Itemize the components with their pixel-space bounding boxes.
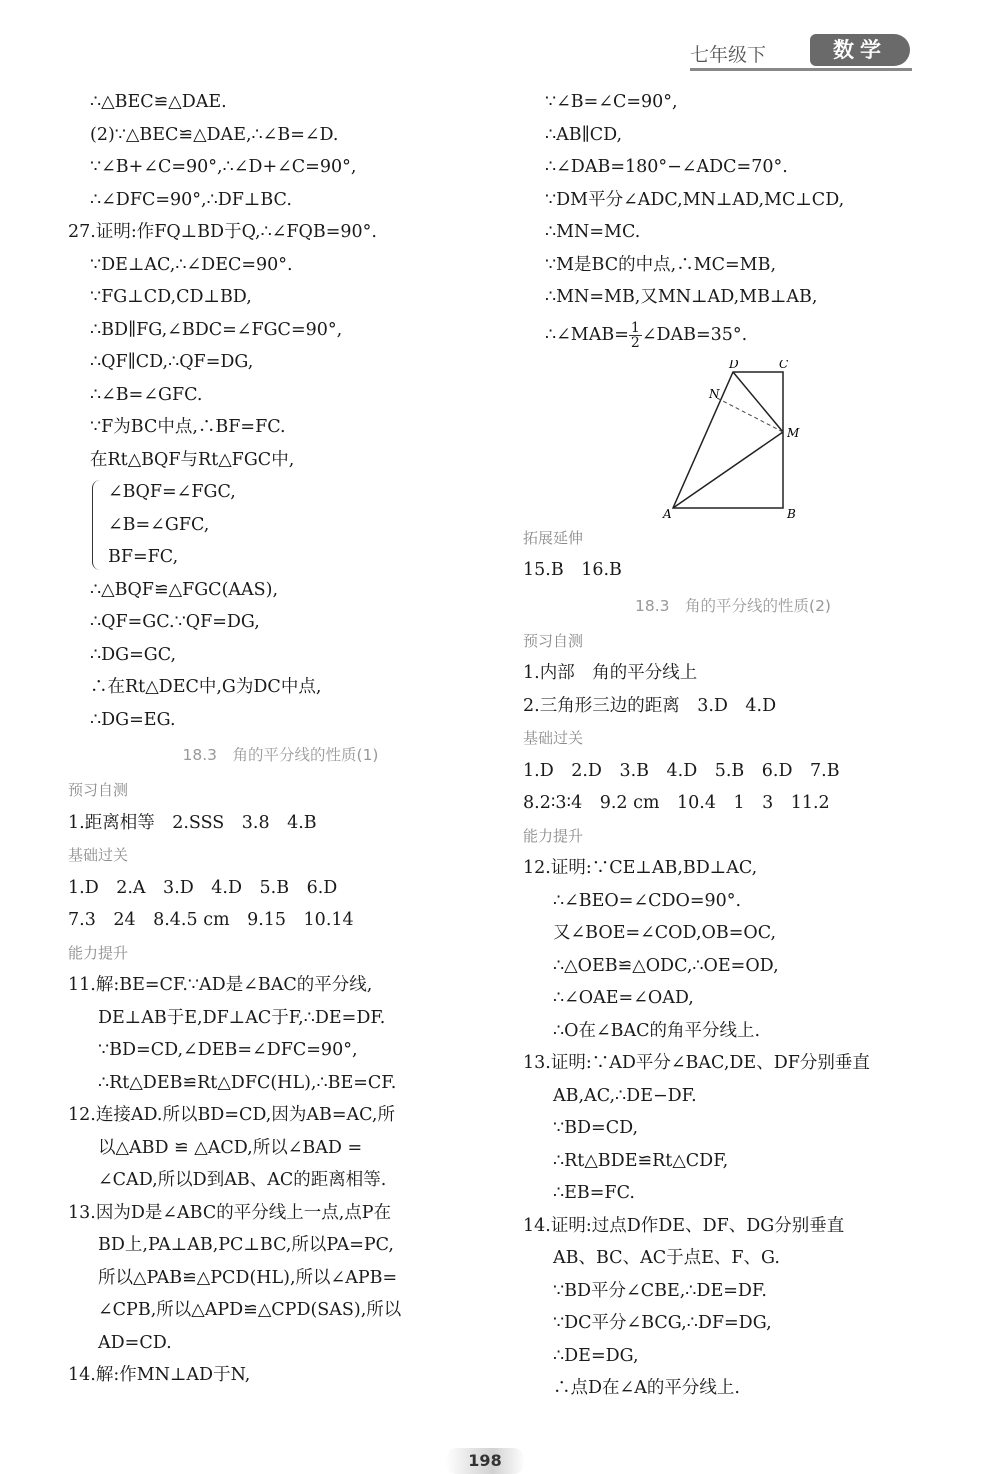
answer-line: 1.D 2.D 3.B 4.D 5.B 6.D 7.B — [523, 760, 840, 781]
answer-line: 以△ABD ≌ △ACD,所以∠BAD = — [98, 1137, 363, 1158]
fraction-numerator: 1 — [630, 319, 640, 336]
brace-group — [68, 476, 493, 574]
answer-line: 2.三角形三边的距离 3.D 4.D — [523, 695, 777, 716]
left-column — [68, 86, 493, 1392]
answer-line: ∴MN=MC. — [545, 222, 641, 242]
answer-line: AD=CD. — [98, 1332, 172, 1353]
answer-line: ∴QF=GC.∵QF=DG, — [90, 612, 260, 632]
label-n: N — [709, 386, 720, 401]
label-c: C — [779, 359, 789, 371]
answer-line: 11.解:BE=CF.∵AD是∠BAC的平分线, — [68, 975, 373, 995]
answer-line: DE⊥AB于E,DF⊥AC于F,∴DE=DF. — [98, 1007, 386, 1028]
answer-line: ∴∠B=∠GFC. — [90, 384, 203, 405]
answer-line: 1.D 2.A 3.D 4.D 5.B 6.D — [68, 877, 338, 898]
answer-line: ∴△BQF≌△FGC(AAS), — [90, 579, 279, 600]
answer-line: ∴QF∥CD,∴QF=DG, — [90, 352, 254, 372]
answer-line: 又∠BOE=∠COD,OB=OC, — [553, 923, 777, 943]
answer-line: 27.证明:作FQ⊥BD于Q,∴∠FQB=90°. — [68, 222, 377, 242]
answer-line: ∵∠B+∠C=90°,∴∠D+∠C=90°, — [90, 157, 357, 177]
answer-line: ∴DG=GC, — [90, 644, 177, 665]
answer-line: 14.证明:过点D作DE、DF、DG分别垂直 — [523, 1215, 845, 1236]
label-b: B — [787, 506, 796, 520]
fraction-half — [629, 321, 642, 350]
segment-mn-dashed — [717, 398, 783, 432]
answer-line: ∵DE⊥AC,∴∠DEC=90°. — [90, 254, 293, 275]
header-rule — [690, 68, 912, 71]
header-grade: 七年级下 — [690, 44, 767, 66]
answer-line: ∴在Rt△DEC中,G为DC中点, — [90, 677, 322, 697]
answer-line: 14.解:作MN⊥AD于N, — [68, 1365, 251, 1385]
answer-line: ∴∠BEO=∠CDO=90°. — [553, 890, 742, 911]
answer-line: ∴AB∥CD, — [545, 124, 623, 145]
answer-line: ∵M是BC的中点,∴MC=MB, — [545, 254, 777, 275]
answer-line: 12.证明:∵CE⊥AB,BD⊥AC, — [523, 858, 758, 878]
section-label: 预习自测 — [68, 781, 129, 799]
geometry-figure — [523, 360, 943, 520]
answer-line: ∵F为BC中点,∴BF=FC. — [90, 417, 286, 437]
quadrilateral-abcd — [673, 372, 783, 508]
answer-line: ∵BD=CD, — [553, 1118, 639, 1138]
section-label: 拓展延伸 — [523, 528, 584, 547]
answer-line: 15.B 16.B — [523, 560, 622, 580]
answer-line: ∴MN=MB,又MN⊥AD,MB⊥AB, — [545, 287, 818, 307]
answer-line: 7.3 24 8.4.5 cm 9.15 10.14 — [68, 910, 354, 930]
answer-line: ∵DM平分∠ADC,MN⊥AD,MC⊥CD, — [545, 189, 845, 210]
answer-line: AB,AC,∴DE−DF. — [553, 1085, 697, 1106]
section-label: 能力提升 — [68, 943, 129, 962]
answer-line: ∴Rt△DEB≌Rt△DFC(HL),∴BE=CF. — [98, 1072, 397, 1093]
fraction-denominator: 2 — [630, 334, 640, 351]
answer-line: ∠B=∠GFC, — [108, 514, 210, 535]
section-title: 18.3 角的平分线的性质(2) — [635, 596, 831, 615]
answer-line: ∵∠B=∠C=90°, — [545, 92, 678, 112]
right-column — [523, 86, 943, 1405]
section-label: 基础过关 — [68, 846, 129, 864]
answer-line: 8.2∶3∶4 9.2 cm 10.4 1 3 11.2 — [523, 793, 830, 813]
header-subject-badge: 数学 — [810, 34, 910, 66]
answer-line: ∴DG=EG. — [90, 709, 176, 730]
answer-line: ∠CAD,所以D到AB、AC的距离相等. — [98, 1170, 387, 1190]
answer-line: 13.因为D是∠ABC的平分线上一点,点P在 — [68, 1202, 392, 1223]
answer-line: ∵FG⊥CD,CD⊥BD, — [90, 287, 252, 307]
fraction-prefix: ∴∠MAB= — [545, 324, 629, 345]
answer-line: BD上,PA⊥AB,PC⊥BC,所以PA=PC, — [98, 1235, 394, 1255]
answer-line-fraction — [523, 314, 943, 356]
answer-line: ∴∠OAE=∠OAD, — [553, 988, 694, 1008]
answer-line: ∵BD=CD,∠DEB=∠DFC=90°, — [98, 1040, 358, 1060]
answer-line: ∴DE=DG, — [553, 1345, 639, 1366]
section-label: 预习自测 — [523, 631, 584, 650]
answer-line: ∴EB=FC. — [553, 1183, 635, 1203]
answer-line: ∠CPB,所以△APD≌△CPD(SAS),所以 — [98, 1300, 402, 1320]
answer-line: 12.连接AD.所以BD=CD,因为AB=AC,所 — [68, 1105, 395, 1125]
answer-line: ∵DC平分∠BCG,∴DF=DG, — [553, 1313, 772, 1333]
answer-line: ∴点D在∠A的平分线上. — [553, 1378, 740, 1398]
section-label: 基础过关 — [523, 729, 584, 747]
answer-line: ∵BD平分∠CBE,∴DE=DF. — [553, 1280, 767, 1301]
brace-symbol — [92, 480, 103, 570]
label-m: M — [787, 425, 800, 440]
answer-line: ∴△OEB≌△ODC,∴OE=OD, — [553, 955, 779, 976]
fraction-suffix: ∠DAB=35°. — [641, 324, 748, 345]
answer-line: ∴∠DFC=90°,∴DF⊥BC. — [90, 189, 292, 210]
answer-line: ∴△BEC≌△DAE. — [90, 92, 227, 112]
answer-line: BF=FC, — [108, 547, 179, 567]
answer-line: (2)∵△BEC≌△DAE,∴∠B=∠D. — [90, 124, 339, 145]
answer-line: ∴O在∠BAC的角平分线上. — [553, 1020, 761, 1041]
answer-line: ∴Rt△BDE≌Rt△CDF, — [553, 1150, 729, 1171]
page-number: 198 — [445, 1448, 525, 1474]
answer-line: 13.证明:∵AD平分∠BAC,DE、DF分别垂直 — [523, 1053, 870, 1073]
segment-dm — [733, 372, 783, 432]
label-d: D — [729, 359, 739, 371]
section-label: 能力提升 — [523, 826, 584, 845]
answer-line: ∠BQF=∠FGC, — [108, 482, 236, 502]
answer-line: 1.距离相等 2.SSS 3.8 4.B — [68, 812, 317, 833]
answer-line: 在Rt△BQF与Rt△FGC中, — [90, 449, 295, 470]
answer-line: 所以△PAB≌△PCD(HL),所以∠APB= — [98, 1267, 398, 1288]
section-title: 18.3 角的平分线的性质(1) — [182, 746, 379, 764]
answer-line: ∴BD∥FG,∠BDC=∠FGC=90°, — [90, 319, 343, 340]
answer-line: AB、BC、AC于点E、F、G. — [553, 1248, 780, 1268]
trapezoid-diagram — [523, 360, 943, 520]
answer-line: ∴∠DAB=180°−∠ADC=70°. — [545, 157, 788, 177]
answer-line: 1.内部 角的平分线上 — [523, 663, 698, 683]
label-a: A — [663, 506, 672, 520]
